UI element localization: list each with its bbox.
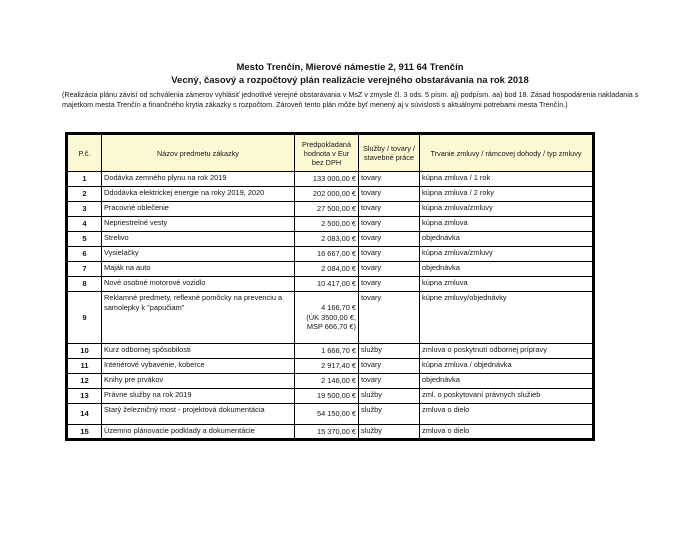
table-row bbox=[67, 344, 594, 359]
contract-cell: zmluva o dielo bbox=[420, 404, 594, 425]
row-number-cell: 13 bbox=[67, 389, 102, 404]
category-cell: služby bbox=[359, 344, 420, 359]
subject-cell: Nové osobné motorové vozidlo bbox=[102, 277, 295, 292]
value-cell: 202 000,00 € bbox=[295, 187, 359, 202]
value-cell: 1 666,70 € bbox=[295, 344, 359, 359]
category-cell: tovary bbox=[359, 187, 420, 202]
contract-cell: kúpna zmluva / objednávka bbox=[420, 359, 594, 374]
category-cell: služby bbox=[359, 389, 420, 404]
contract-cell: kúpna zmluva bbox=[420, 277, 594, 292]
column-header-category: Služby / tovary / stavebné práce bbox=[359, 134, 420, 172]
table-row bbox=[67, 262, 594, 277]
procurement-table bbox=[65, 132, 595, 441]
value-cell: 27 500,00 € bbox=[295, 202, 359, 217]
category-cell: tovary bbox=[359, 232, 420, 247]
subject-cell: Starý železničný most - projektová dokumentácia bbox=[102, 404, 295, 425]
table-row bbox=[67, 172, 594, 187]
table-row bbox=[67, 277, 594, 292]
column-header-number: P.č. bbox=[67, 134, 102, 172]
category-cell: tovary bbox=[359, 247, 420, 262]
value-cell: 2 083,00 € bbox=[295, 232, 359, 247]
table-header bbox=[67, 134, 594, 172]
column-header-subject: Názov predmetu zákazky bbox=[102, 134, 295, 172]
category-cell: služby bbox=[359, 404, 420, 425]
subject-cell: Nepriestrelné vesty bbox=[102, 217, 295, 232]
table-row bbox=[67, 292, 594, 344]
contract-cell: objednávka bbox=[420, 262, 594, 277]
subject-cell: Kurz odbornej spôsobilosti bbox=[102, 344, 295, 359]
subject-cell: Pracovné oblečenie bbox=[102, 202, 295, 217]
contract-cell: kúpne zmluvy/objednávky bbox=[420, 292, 594, 344]
document-header bbox=[0, 62, 700, 87]
category-cell: tovary bbox=[359, 277, 420, 292]
table-row bbox=[67, 247, 594, 262]
value-cell: 4 166,70 € (ÚK 3500,00 €, MSP 666,70 €) bbox=[295, 292, 359, 344]
row-number-cell: 6 bbox=[67, 247, 102, 262]
table-row bbox=[67, 217, 594, 232]
subject-cell: Vysielačky bbox=[102, 247, 295, 262]
value-cell: 2 084,00 € bbox=[295, 262, 359, 277]
table-row bbox=[67, 187, 594, 202]
contract-cell: zmluva o dielo bbox=[420, 425, 594, 440]
contract-cell: kúpna zmluva / 1 rok bbox=[420, 172, 594, 187]
contract-cell: kúpna zmluva bbox=[420, 217, 594, 232]
table-row bbox=[67, 404, 594, 425]
document-title-plan: Vecný, časový a rozpočtový plán realizácie verejného obstarávania na rok 2018 bbox=[171, 74, 529, 86]
table-row bbox=[67, 202, 594, 217]
value-cell: 10 417,00 € bbox=[295, 277, 359, 292]
subject-cell: Maják na auto bbox=[102, 262, 295, 277]
document-page bbox=[0, 62, 700, 441]
value-cell: 16 667,00 € bbox=[295, 247, 359, 262]
row-number-cell: 15 bbox=[67, 425, 102, 440]
row-number-cell: 1 bbox=[67, 172, 102, 187]
contract-cell: kúpna zmluva / 2 roky bbox=[420, 187, 594, 202]
category-cell: tovary bbox=[359, 202, 420, 217]
value-cell: 15 370,00 € bbox=[295, 425, 359, 440]
subject-cell: Právne služby na rok 2019 bbox=[102, 389, 295, 404]
row-number-cell: 8 bbox=[67, 277, 102, 292]
table-row bbox=[67, 359, 594, 374]
value-cell: 2 917,40 € bbox=[295, 359, 359, 374]
table-row bbox=[67, 374, 594, 389]
row-number-cell: 9 bbox=[67, 292, 102, 344]
category-cell: služby bbox=[359, 425, 420, 440]
contract-cell: objednávka bbox=[420, 374, 594, 389]
contract-cell: kúpna zmluva/zmluvy bbox=[420, 247, 594, 262]
row-number-cell: 3 bbox=[67, 202, 102, 217]
subject-cell: Reklamné predmety, reflexné pomôcky na prevenciu a samolepky k "papučiam" bbox=[102, 292, 295, 344]
column-header-contract: Trvanie zmluvy / rámcovej dohody / typ zmluvy bbox=[420, 134, 594, 172]
subject-cell: Ddodávka elektrickej energie na roky 2019, 2020 bbox=[102, 187, 295, 202]
row-number-cell: 5 bbox=[67, 232, 102, 247]
row-number-cell: 10 bbox=[67, 344, 102, 359]
category-cell: tovary bbox=[359, 217, 420, 232]
subject-cell: Strelivo bbox=[102, 232, 295, 247]
category-cell: tovary bbox=[359, 292, 420, 344]
subject-cell: Územno plánovacie podklady a dokumentácie bbox=[102, 425, 295, 440]
row-number-cell: 12 bbox=[67, 374, 102, 389]
value-cell: 2 500,00 € bbox=[295, 217, 359, 232]
document-title-address: Mesto Trenčín, Mierové námestie 2, 911 64 Trenčín bbox=[236, 62, 464, 73]
table-row bbox=[67, 232, 594, 247]
contract-cell: kúpna zmluva/zmluvy bbox=[420, 202, 594, 217]
subject-cell: Interiérové vybavenie, koberce bbox=[102, 359, 295, 374]
contract-cell: zmluva o poskytnutí odbornej prípravy bbox=[420, 344, 594, 359]
category-cell: tovary bbox=[359, 359, 420, 374]
contract-cell: objednávka bbox=[420, 232, 594, 247]
intro-paragraph: (Realizácia plánu závisí od schválenia zámerov vyhlásiť jednotlivé verejné obstarávania v MsZ v zmysle čl. 3 ods. 5 písm. aj) podpísm. aa) bod 18. Zásad hospodárenia nakladania s majetkom mesta Trenčín a finančného krytia zákazky s rozpočtom. Zároveň tento plán môže byť menený aj v súvislosti s aktuálnymi potrebami mesta Trenčín.) bbox=[62, 90, 639, 109]
row-number-cell: 14 bbox=[67, 404, 102, 425]
value-cell: 2 146,00 € bbox=[295, 374, 359, 389]
subject-cell: Knihy pre prvákov bbox=[102, 374, 295, 389]
value-cell: 133 000,00 € bbox=[295, 172, 359, 187]
table-row bbox=[67, 389, 594, 404]
row-number-cell: 11 bbox=[67, 359, 102, 374]
row-number-cell: 4 bbox=[67, 217, 102, 232]
column-header-value: Predpokladaná hodnota v Eur bez DPH bbox=[295, 134, 359, 172]
table-row bbox=[67, 425, 594, 440]
contract-cell: zml. o poskytovaní právnych služieb bbox=[420, 389, 594, 404]
row-number-cell: 7 bbox=[67, 262, 102, 277]
category-cell: tovary bbox=[359, 262, 420, 277]
row-number-cell: 2 bbox=[67, 187, 102, 202]
category-cell: tovary bbox=[359, 374, 420, 389]
value-cell: 19 500,00 € bbox=[295, 389, 359, 404]
category-cell: tovary bbox=[359, 172, 420, 187]
value-cell: 54 150,00 € bbox=[295, 404, 359, 425]
subject-cell: Dodávka zemného plynu na rok 2019 bbox=[102, 172, 295, 187]
